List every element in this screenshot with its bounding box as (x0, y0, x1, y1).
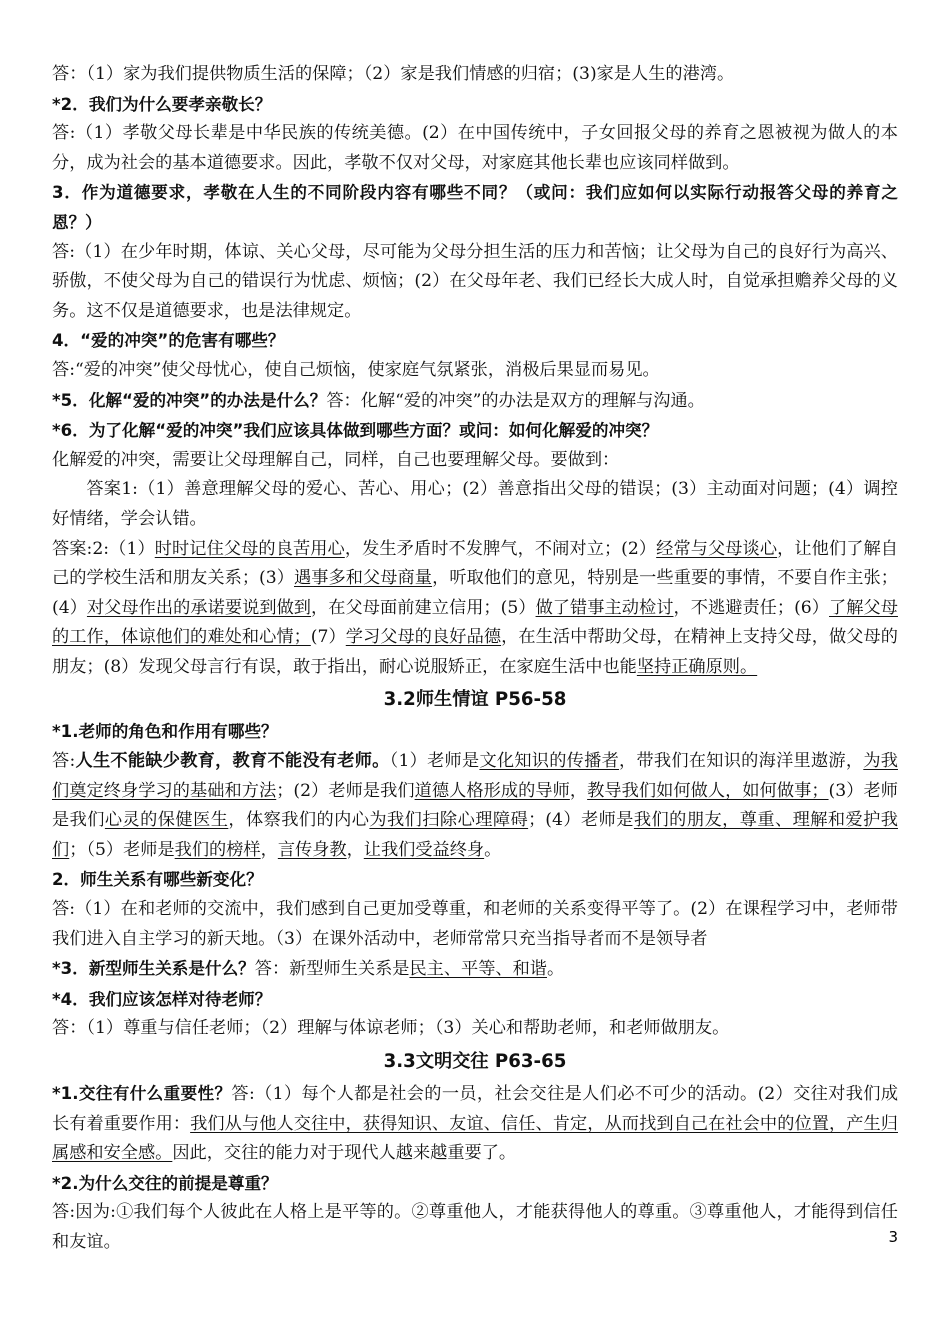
section-heading-3-3: 3.3文明交往 P63-65 (383, 1051, 567, 1072)
text-run: 。 (546, 959, 565, 980)
text-run: 答案:2:（1） (52, 538, 155, 559)
text-run: ；(2）老师是我们 (276, 780, 415, 801)
underlined-text: 教导我们如何做人，如何做事； (587, 780, 829, 801)
answer-filial-stages: 答:（1）在少年时期，体谅、关心父母，尽可能为父母分担生活的压力和苦恼；让父母为自己的良好行为高兴、骄傲，不使父母为自己的错误行为忧虑、烦恼；(2）在父母年老、我们已经长大成人时，自觉承担赡养父母的义务。这不仅是道德要求，也是法律规定。 (52, 241, 898, 321)
text-run: ，在生活中帮助父母，在精神上支持父母，做父母的朋友；(8）发现父母言行有误，敢于指出，耐心说服矫正，在家庭生活中也能 (52, 627, 898, 677)
text-run: (7） (310, 627, 346, 648)
underlined-text: 民主、平等、和谐 (409, 959, 547, 980)
question-filial-piety: *2．我们为什么要孝亲敬长？ (52, 94, 272, 114)
underlined-text: 为我们扫除心理障碍 (369, 810, 529, 831)
underlined-text: 对父母作出的承诺要说到做到 (86, 597, 312, 618)
text-run: 答:（1）每个人都是社会的一员，社会交往是人们必不可少的活动。(2）交往对我们成长有着重要作用： (52, 1084, 899, 1134)
question-conflict-method: *5．化解“爱的冲突”的办法是什么？ (52, 390, 327, 410)
underlined-text: 遇事多和父母商量 (294, 568, 433, 589)
qa-new-relationship (52, 954, 898, 985)
text-run: ；（5）老师是 (69, 839, 175, 860)
answer-home-role: 答：（1）家为我们提供物质生活的保障；（2）家是我们情感的归宿；(3)家是人生的港湾。 (52, 64, 735, 84)
bold-text: 人生不能缺少教育，教育不能没有老师。 (75, 751, 390, 772)
text-run: 答：新型师生关系是 (254, 959, 410, 980)
underlined-text: 我们从与他人交往中，获得知识、友谊、信任、肯定，从而找到自己在社会中的位置，产生归属感和安全感。 (52, 1113, 898, 1164)
underlined-text: 做了错事主动检讨 (535, 597, 674, 618)
question-teacher-role: *1.老师的角色和作用有哪些？ (52, 722, 278, 742)
underlined-text: 言传身教 (277, 839, 347, 860)
text-run: ，让他们了解自己的学校生活和朋友关系；(3） (52, 538, 898, 589)
answer-resolve-option-2 (52, 535, 898, 683)
text-run: ， (569, 780, 588, 801)
text-run: ， (260, 839, 278, 860)
text-run: 答: (52, 751, 76, 772)
question-treat-teachers: *4．我们应该怎样对待老师？ (52, 989, 272, 1009)
underlined-text: 文化知识的传播者 (479, 751, 620, 772)
answer-resolve-option-1: 答案1:（1）善意理解父母的爱心、苦心、用心；(2）善意指出父母的错误；(3）主动面对问题；(4）调控好情绪，学会认错。 (52, 479, 898, 529)
underlined-text: 了解父母的工作，体谅他们的难处和心情； (52, 597, 898, 648)
answer-relationship-changes: 答:（1）在和老师的交流中，我们感到自己更加受尊重，和老师的关系变得平等了。(2）在课程学习中，老师带我们进入自主学习的新天地。（3）在课外活动中，老师常常只充当指导者而不是领导者 (52, 899, 898, 949)
answer-filial-piety: 答:（1）孝敬父母长辈是中华民族的传统美德。(2）在中国传统中，子女回报父母的养育之恩被视为做人的本分，成为社会的基本道德要求。因此，孝敬不仅对父母，对家庭其他长辈也应该同样做到。 (52, 123, 898, 173)
text-run: ，发生矛盾时不发脾气，不闹对立；(2） (344, 538, 657, 559)
underlined-text: 经常与父母谈心 (656, 538, 778, 559)
answer-treat-teachers: 答：（1）尊重与信任老师；（2）理解与体谅老师；（3）关心和帮助老师，和老师做朋友。 (52, 1018, 730, 1039)
question-resolve-conflict: *6．为了化解“爱的冲突”我们应该具体做到哪些方面？或问：如何化解爱的冲突？ (52, 421, 659, 441)
text-run: ，听取他们的意见，特别是一些重要的事情，不要自作主张；(4） (52, 568, 898, 618)
text-run: ；(4）老师是 (528, 810, 634, 831)
qa-conflict-method (52, 386, 898, 417)
page-number: 3 (888, 1228, 898, 1246)
underlined-text: 时时记住父母的良苦用心 (154, 538, 345, 559)
text-run: （1）老师是 (389, 751, 480, 772)
question-conflict-harm: 4．“爱的冲突”的危害有哪些？ (52, 331, 285, 351)
text-run: ，带我们在知识的海洋里遨游， (619, 751, 864, 772)
qa-interaction-importance (52, 1079, 898, 1169)
answer-conflict-harm: 答:“爱的冲突”使父母忧心，使自己烦恼，使家庭气氛紧张，消极后果显而易见。 (52, 359, 660, 380)
text-run: 因此，交往的能力对于现代人越来越重要了。 (172, 1143, 517, 1164)
question-interaction-importance: *1.交往有什么重要性？ (52, 1084, 232, 1103)
text-run: ，体察我们的内心 (228, 810, 370, 831)
answer-resolve-intro: 化解爱的冲突，需要让父母理解自己，同样，自己也要理解父母。要做到： (52, 449, 620, 470)
underlined-text: 道德人格形成的导师 (414, 780, 570, 801)
underlined-text: 心灵的保健医生 (104, 810, 229, 831)
underlined-text: 我们的榜样 (174, 839, 261, 860)
question-relationship-changes: 2．师生关系有哪些新变化？ (52, 870, 263, 890)
text-run: ，在父母面前建立信用；(5） (311, 597, 536, 618)
answer-new-relationship (255, 959, 564, 979)
underlined-text: 学习父母的良好品德 (345, 627, 502, 648)
underlined-text: 为我们奠定终身学习的基础和方法 (52, 751, 898, 801)
text-run: 。 (484, 839, 502, 860)
answer-respect-premise: 答:因为:①我们每个人彼此在人格上是平等的。②尊重他人，才能获得他人的尊重。③尊重他人，才能得到信任和友谊。 (52, 1202, 898, 1252)
text-run: ， (346, 839, 364, 860)
question-respect-premise: *2.为什么交往的前提是尊重？ (52, 1173, 278, 1193)
underlined-text: 我们的朋友，尊重、理解和爱护我们 (52, 810, 898, 860)
text-run: (3）老师是我们 (52, 780, 898, 831)
answer-conflict-method: 答：化解“爱的冲突”的办法是双方的理解与沟通。 (326, 390, 705, 411)
underlined-text: 坚持正确原则。 (636, 656, 758, 677)
question-filial-stages: 3．作为道德要求，孝敬在人生的不同阶段内容有哪些不同？（或问：我们应如何以实际行动报答父母的养育之恩？） (52, 183, 898, 232)
text-run: ，不逃避责任；(6） (673, 597, 830, 618)
question-new-relationship: *3．新型师生关系是什么？ (52, 959, 255, 979)
answer-teacher-role (52, 747, 898, 865)
underlined-text: 让我们受益终身 (363, 839, 485, 860)
section-heading-3-2: 3.2师生情谊 P56-58 (383, 689, 567, 711)
